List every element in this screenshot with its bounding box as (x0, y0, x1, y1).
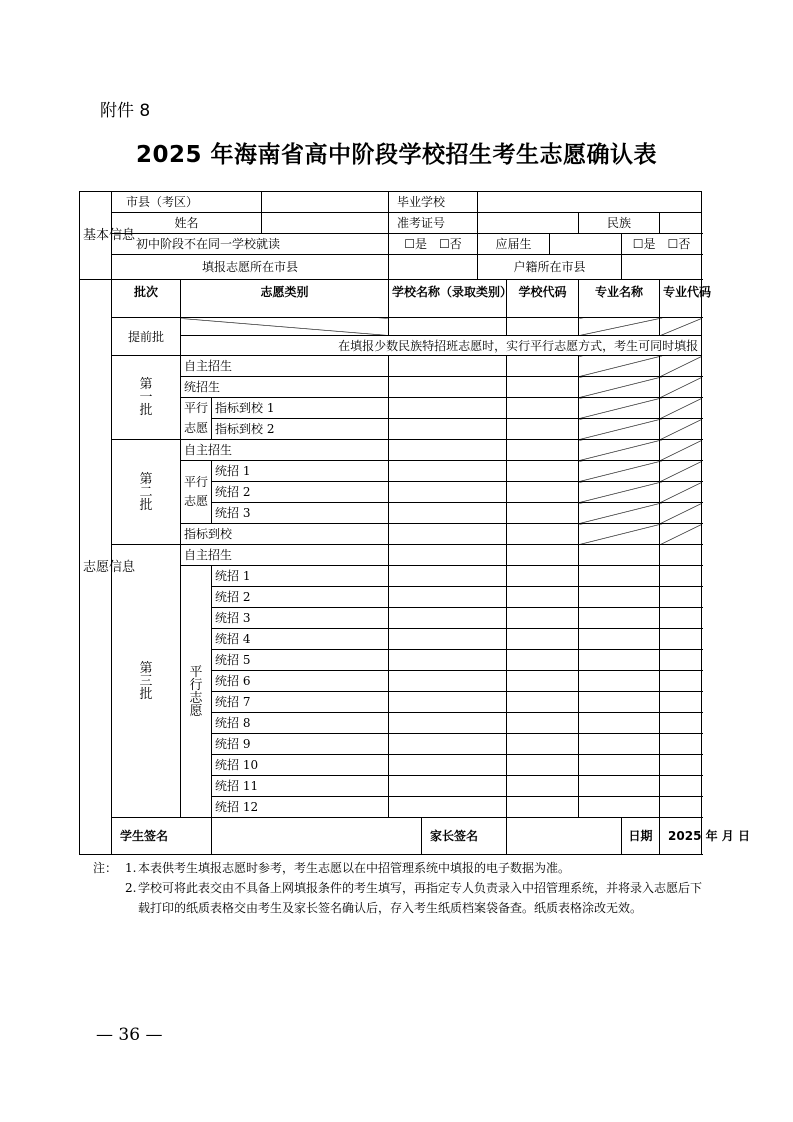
diagonal-cell (660, 419, 702, 440)
notes (93, 858, 705, 918)
batch1-parallel-label: 平行 志愿 (181, 398, 212, 440)
grad-school-label: 毕业学校 (389, 192, 478, 213)
code-input[interactable] (507, 377, 579, 398)
major-name-input[interactable] (579, 734, 660, 755)
major-name-input[interactable] (579, 776, 660, 797)
batch2-self-label: 自主招生 (181, 440, 389, 461)
school-input[interactable] (389, 482, 507, 503)
county-input[interactable] (262, 192, 389, 213)
school-input[interactable] (389, 776, 507, 797)
code-input[interactable] (507, 461, 579, 482)
school-input[interactable] (389, 797, 507, 818)
school-input[interactable] (389, 461, 507, 482)
batch1-self-row (80, 356, 702, 377)
batch1-quota2-label: 指标到校 2 (212, 419, 389, 440)
batch3-tz-label: 统招 2 (212, 587, 389, 608)
fresh-grad-label: 应届生 (478, 234, 550, 255)
major-code-input[interactable] (660, 587, 702, 608)
diagonal-cell (579, 398, 660, 419)
code-input[interactable] (507, 608, 579, 629)
date-value[interactable]: 2025 年 月 日 (660, 818, 702, 855)
parent-signature-label: 家长签名 (422, 818, 507, 855)
batch3-label: 第 三 批 (112, 545, 181, 818)
batch2-tz-label: 统招 3 (212, 503, 389, 524)
major-code-input[interactable] (660, 713, 702, 734)
school-input[interactable] (389, 629, 507, 650)
diagonal-cell (579, 440, 660, 461)
batch3-tz-label: 统招 5 (212, 650, 389, 671)
major-name-input[interactable] (579, 692, 660, 713)
page-title: 2025 年海南省高中阶段学校招生考生志愿确认表 (135, 142, 658, 168)
code-input[interactable] (507, 356, 579, 377)
batch1-label: 第 一 批 (112, 356, 181, 440)
attachment-label: 附件 8 (100, 101, 151, 121)
batch2-tz-label: 统招 2 (212, 482, 389, 503)
major-name-input[interactable] (579, 797, 660, 818)
early-batch-note: 在填报少数民族特招班志愿时，实行平行志愿方式，考生可同时填报 (181, 336, 702, 356)
batch2-label: 第 二 批 (112, 440, 181, 545)
fill-county-input[interactable] (389, 255, 478, 280)
name-input[interactable] (262, 213, 389, 234)
major-name-input[interactable] (579, 545, 660, 566)
header-major-name: 专业名称 (579, 280, 660, 318)
ethnicity-input[interactable] (660, 213, 702, 234)
major-code-input[interactable] (660, 797, 702, 818)
note-item (93, 858, 705, 878)
batch2-parallel-label: 平行 志愿 (181, 461, 212, 524)
county-label: 市县（考区） (112, 192, 262, 213)
basic-section-label: 基本信息 (80, 192, 112, 280)
basic-row-3 (80, 234, 702, 255)
code-input[interactable] (507, 734, 579, 755)
diagonal-cell (660, 503, 702, 524)
diagonal-cell (660, 440, 702, 461)
header-school-code: 学校代码 (507, 280, 579, 318)
code-input[interactable] (507, 440, 579, 461)
date-label: 日期 (622, 818, 660, 855)
school-input[interactable] (389, 587, 507, 608)
code-input[interactable] (507, 318, 579, 336)
diagonal-cell (579, 524, 660, 545)
code-input[interactable] (507, 713, 579, 734)
note-item (93, 878, 705, 918)
school-input[interactable] (389, 671, 507, 692)
diagonal-cell (660, 377, 702, 398)
code-input[interactable] (507, 650, 579, 671)
school-input[interactable] (389, 356, 507, 377)
student-signature-label: 学生签名 (112, 818, 212, 855)
batch3-parallel-label: 平 行 志 愿 (181, 566, 212, 818)
diff-school-label: 初中阶段不在同一学校就读 (112, 234, 389, 255)
notes-lead: 注： (93, 861, 118, 875)
major-name-input[interactable] (579, 671, 660, 692)
exam-no-input[interactable] (478, 213, 579, 234)
batch3-tz-label: 统招 3 (212, 608, 389, 629)
school-input[interactable] (389, 419, 507, 440)
diagonal-cell (660, 318, 702, 336)
page-number: — 36 — (96, 1025, 163, 1045)
major-name-input[interactable] (579, 629, 660, 650)
school-input[interactable] (389, 377, 507, 398)
fresh-grad-checkboxes[interactable]: ☐是 ☐否 (622, 234, 702, 255)
diagonal-cell (660, 482, 702, 503)
wish-header-row (80, 280, 702, 318)
diagonal-cell (579, 482, 660, 503)
note-number: 1. (125, 861, 137, 875)
basic-row-2 (80, 213, 702, 234)
hukou-county-input[interactable] (622, 255, 702, 280)
code-input[interactable] (507, 776, 579, 797)
major-name-input[interactable] (579, 755, 660, 776)
basic-row-4 (80, 255, 702, 280)
diagonal-cell (660, 524, 702, 545)
batch1-unified-label: 统招生 (181, 377, 389, 398)
parent-signature-input[interactable] (507, 818, 622, 855)
school-input[interactable] (389, 503, 507, 524)
code-input[interactable] (507, 587, 579, 608)
major-code-input[interactable] (660, 566, 702, 587)
major-name-input[interactable] (579, 587, 660, 608)
batch3-tz-label: 统招 1 (212, 566, 389, 587)
diagonal-cell (660, 356, 702, 377)
early-batch-row (80, 318, 702, 336)
diagonal-cell (660, 398, 702, 419)
major-code-input[interactable] (660, 734, 702, 755)
school-input[interactable] (389, 318, 507, 336)
major-name-input[interactable] (579, 566, 660, 587)
student-signature-input[interactable] (212, 818, 422, 855)
major-code-input[interactable] (660, 776, 702, 797)
school-input[interactable] (389, 608, 507, 629)
diagonal-cell (579, 318, 660, 336)
header-major-code: 专业代码 (660, 280, 702, 318)
signature-row (80, 818, 702, 855)
batch3-tz-label: 统招 12 (212, 797, 389, 818)
code-input[interactable] (507, 398, 579, 419)
code-input[interactable] (507, 566, 579, 587)
note-number: 2. (125, 881, 137, 895)
ethnicity-label: 民族 (579, 213, 660, 234)
major-code-input[interactable] (660, 650, 702, 671)
note-text: 本表供考生填报志愿时参考，考生志愿以在中招管理系统中填报的电子数据为准。 (138, 861, 571, 875)
batch3-tz-label: 统招 11 (212, 776, 389, 797)
code-input[interactable] (507, 692, 579, 713)
basic-row-1 (80, 192, 702, 213)
diagonal-cell (579, 419, 660, 440)
header-school-name: 学校名称（录取类别） (389, 280, 507, 318)
diagonal-cell (660, 461, 702, 482)
school-input[interactable] (389, 734, 507, 755)
batch1-self-label: 自主招生 (181, 356, 389, 377)
school-input[interactable] (389, 545, 507, 566)
diagonal-cell (579, 503, 660, 524)
batch2-tz-label: 统招 1 (212, 461, 389, 482)
diff-school-checkboxes[interactable]: ☐是 ☐否 (389, 234, 478, 255)
major-code-input[interactable] (660, 692, 702, 713)
school-input[interactable] (389, 524, 507, 545)
batch3-tz-label: 统招 10 (212, 755, 389, 776)
school-input[interactable] (389, 566, 507, 587)
code-input[interactable] (507, 629, 579, 650)
header-batch: 批次 (112, 280, 181, 318)
code-input[interactable] (507, 797, 579, 818)
batch2-quota-label: 指标到校 (181, 524, 389, 545)
code-input[interactable] (507, 482, 579, 503)
major-name-input[interactable] (579, 608, 660, 629)
code-input[interactable] (507, 419, 579, 440)
exam-no-label: 准考证号 (389, 213, 478, 234)
school-input[interactable] (389, 692, 507, 713)
batch3-tz-label: 统招 9 (212, 734, 389, 755)
fresh-grad-blank (550, 234, 622, 255)
batch2-self-row (80, 440, 702, 461)
diagonal-cell (579, 461, 660, 482)
header-wish-type: 志愿类别 (181, 280, 389, 318)
wish-section-label: 志愿信息 (80, 280, 112, 855)
code-input[interactable] (507, 503, 579, 524)
grad-school-input[interactable] (478, 192, 702, 213)
diagonal-cell (181, 318, 389, 336)
early-batch-label: 提前批 (112, 318, 181, 356)
major-code-input[interactable] (660, 755, 702, 776)
hukou-county-label: 户籍所在市县 (478, 255, 622, 280)
major-code-input[interactable] (660, 629, 702, 650)
major-code-input[interactable] (660, 545, 702, 566)
school-input[interactable] (389, 440, 507, 461)
major-name-input[interactable] (579, 713, 660, 734)
batch3-self-row (80, 545, 702, 566)
school-input[interactable] (389, 650, 507, 671)
code-input[interactable] (507, 671, 579, 692)
code-input[interactable] (507, 524, 579, 545)
diagonal-cell (579, 377, 660, 398)
batch3-tz-label: 统招 7 (212, 692, 389, 713)
school-input[interactable] (389, 398, 507, 419)
diagonal-cell (579, 356, 660, 377)
code-input[interactable] (507, 755, 579, 776)
batch3-self-label: 自主招生 (181, 545, 389, 566)
confirmation-form-table (79, 191, 750, 855)
batch3-tz-label: 统招 6 (212, 671, 389, 692)
batch3-tz-label: 统招 4 (212, 629, 389, 650)
batch3-tz-label: 统招 8 (212, 713, 389, 734)
code-input[interactable] (507, 545, 579, 566)
school-input[interactable] (389, 713, 507, 734)
school-input[interactable] (389, 755, 507, 776)
note-text: 学校可将此表交由不具备上网填报条件的考生填写，再指定专人负责录入中招管理系统，并将录入志愿后下载打印的纸质表格交由考生及家长签名确认后，存入考生纸质档案袋备查。纸质表格涂改无效。 (138, 881, 703, 915)
major-name-input[interactable] (579, 650, 660, 671)
name-label: 姓名 (112, 213, 262, 234)
batch1-quota1-label: 指标到校 1 (212, 398, 389, 419)
major-code-input[interactable] (660, 608, 702, 629)
major-code-input[interactable] (660, 671, 702, 692)
fill-county-label: 填报志愿所在市县 (112, 255, 389, 280)
